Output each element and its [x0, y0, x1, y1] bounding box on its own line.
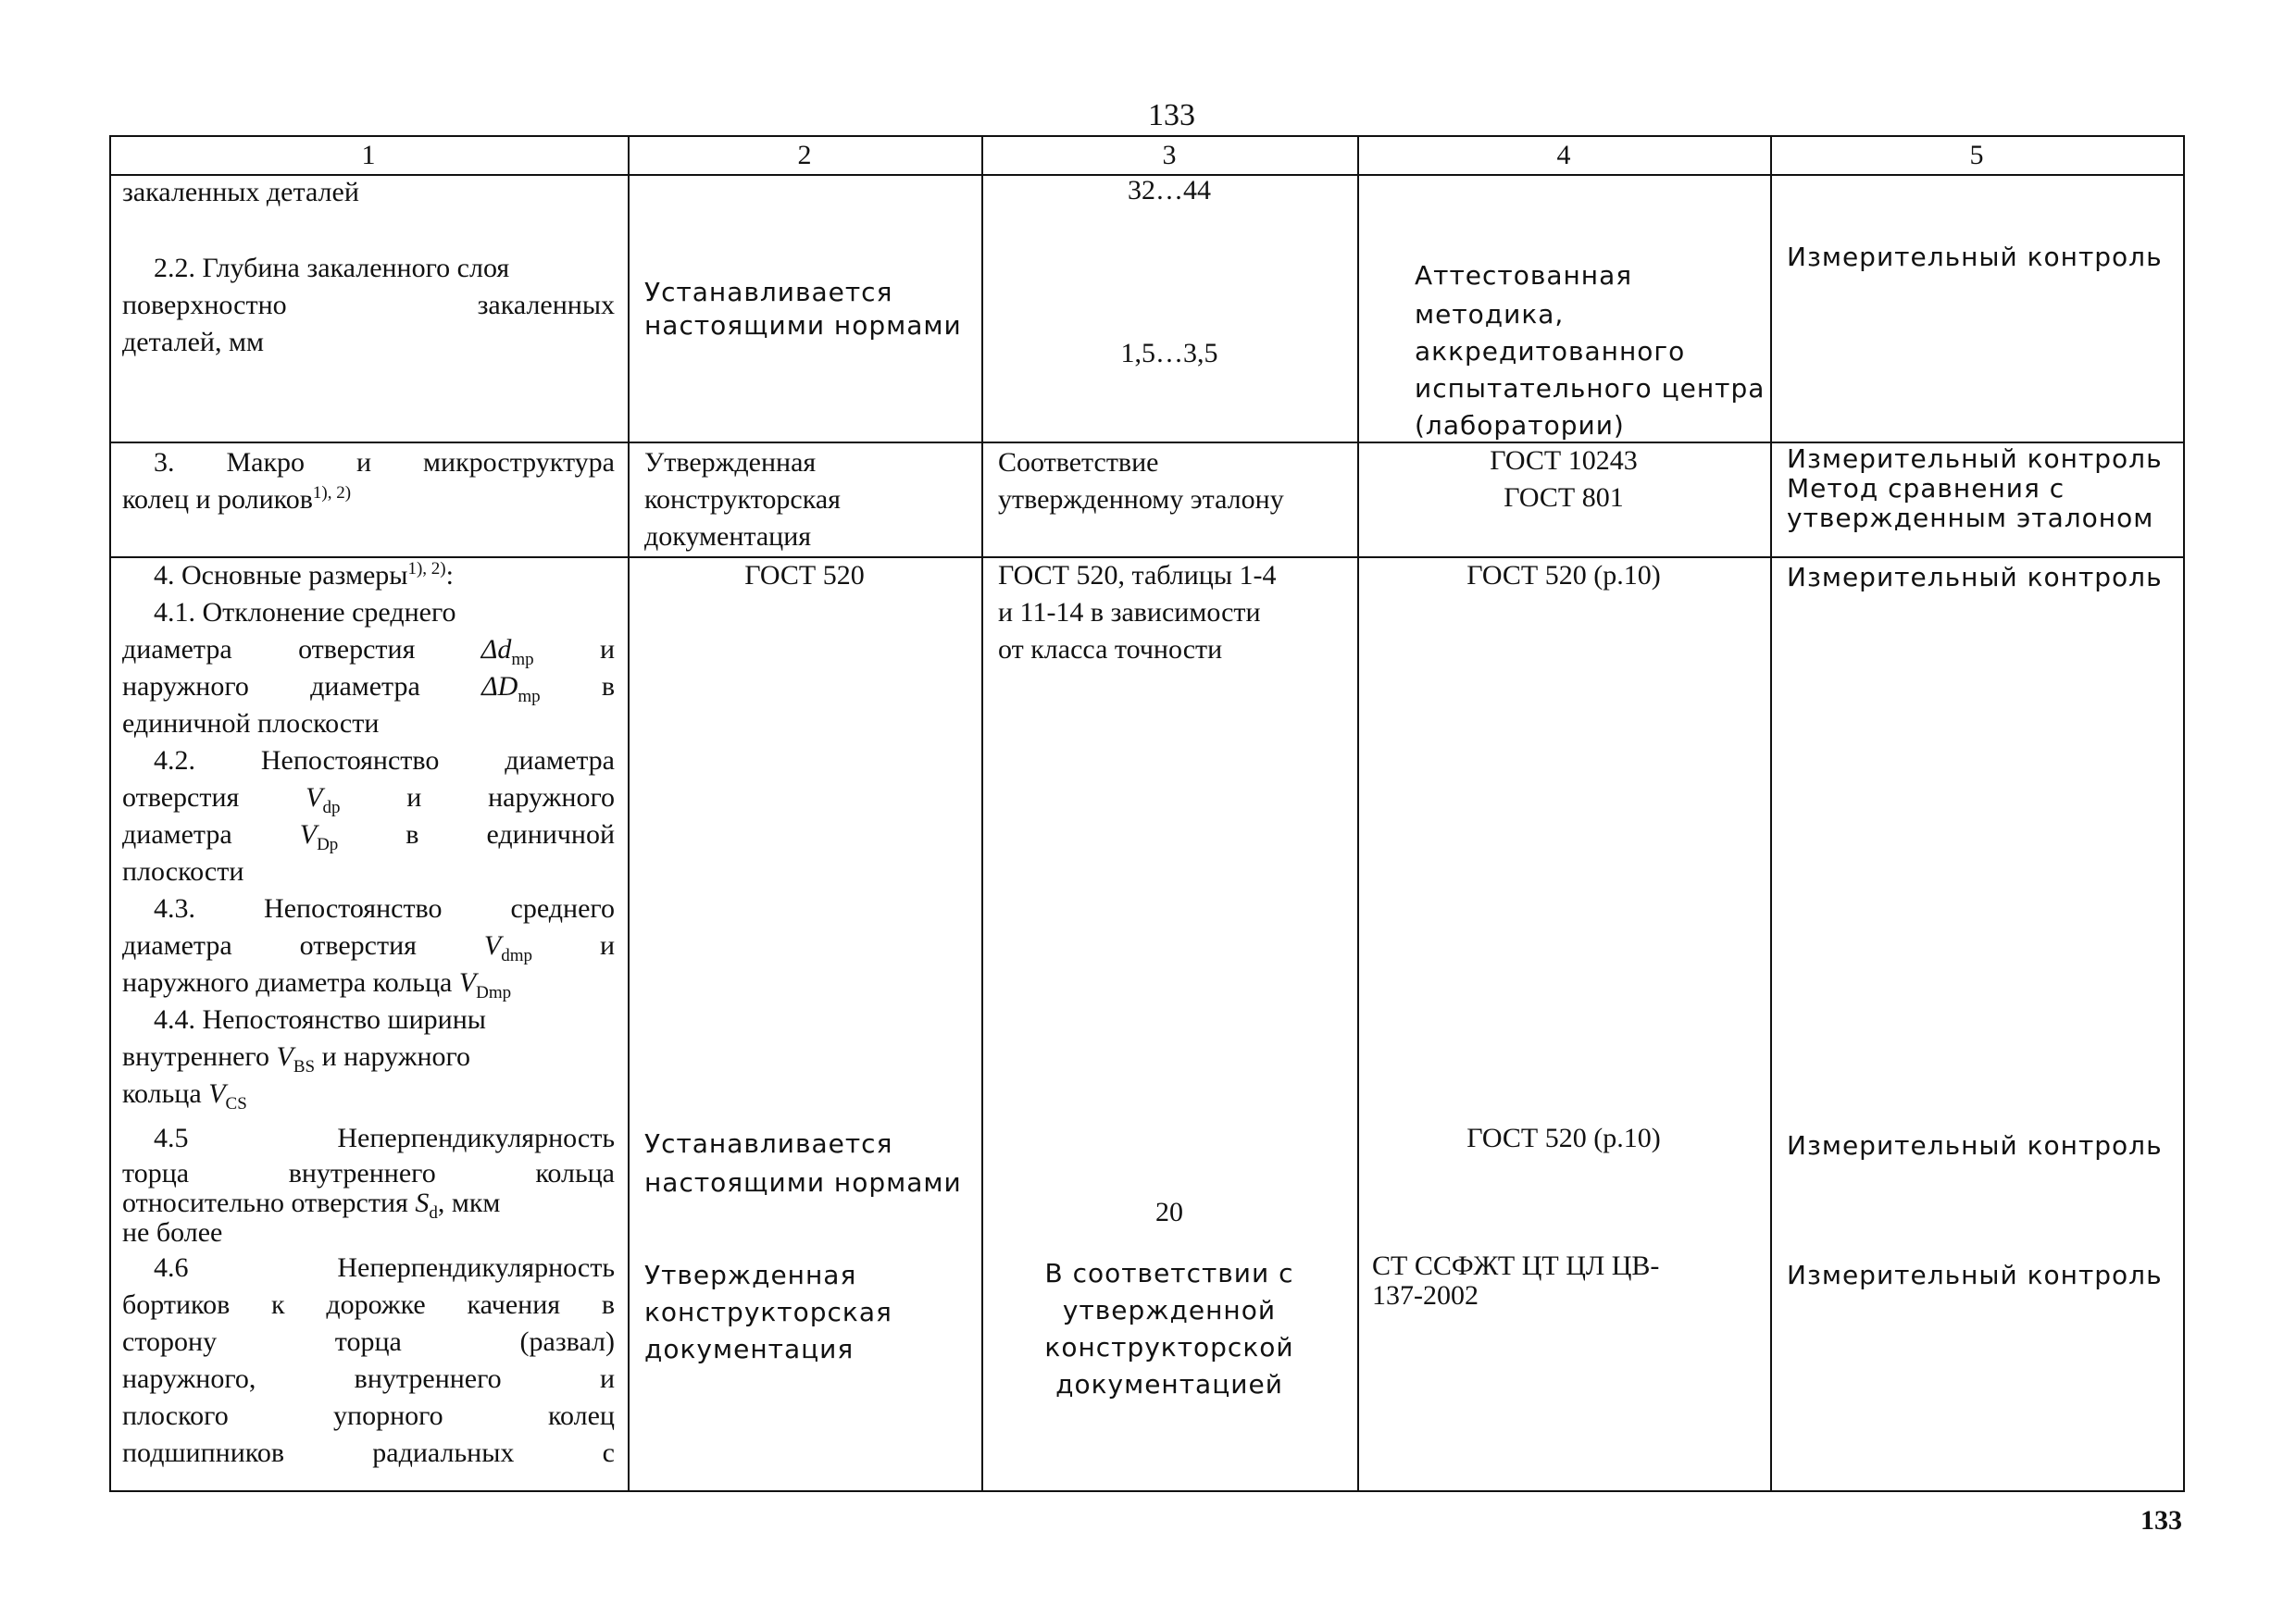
- cell-text: ГОСТ 520: [744, 560, 865, 591]
- math-symbol: [299, 819, 339, 854]
- cell-text: документация: [644, 1334, 855, 1364]
- cell-text: 4. Основные размеры: [154, 560, 408, 591]
- cell-text: настоящими нормами: [644, 1167, 962, 1198]
- cell-text: методика,: [1415, 299, 1565, 330]
- math-symbol: V: [299, 819, 318, 850]
- cell-text: документация: [644, 521, 812, 552]
- cell-text: Измерительный контроль: [1787, 1130, 2163, 1161]
- cell-text: аккредитованного: [1415, 336, 1686, 367]
- cell-text: испытательного центра: [1415, 373, 1766, 404]
- cell-text: Измерительный контроль: [1787, 1260, 2163, 1290]
- cell-text: [122, 816, 615, 853]
- math-subscript: CS: [225, 1094, 247, 1114]
- cell-text: Неперпендикулярность: [337, 1252, 615, 1283]
- cell-text: кольца: [122, 1078, 202, 1109]
- math-subscript: Dp: [317, 835, 339, 854]
- cell-text: отверстия: [122, 782, 240, 813]
- math-symbol: [481, 671, 541, 706]
- cell-text: диаметра отверстия: [122, 930, 417, 961]
- math-subscript: BS: [293, 1057, 316, 1077]
- cell-text: наружного диаметра: [122, 671, 420, 702]
- cell-text: ГОСТ 10243: [1490, 445, 1638, 476]
- column-divider: [1357, 135, 1359, 1490]
- cell-text: Соответствие: [998, 447, 1159, 478]
- cell-text: в единичной: [406, 819, 616, 850]
- cell-text: Метод сравнения с: [1787, 473, 2065, 504]
- cell-text: СТ ССФЖТ ЦТ ЦЛ ЦВ-: [1372, 1251, 1660, 1281]
- page-number-bottom: 133: [2140, 1505, 2182, 1536]
- column-header-5: 5: [1969, 140, 1984, 170]
- cell-text: Утвержденная: [644, 447, 817, 478]
- cell-text: настоящими нормами: [644, 310, 962, 341]
- cell-text: Устанавливается: [644, 277, 893, 307]
- math-subscript: dp: [322, 798, 341, 817]
- cell-text: Измерительный контроль: [1787, 242, 2163, 272]
- cell-text: [122, 1039, 470, 1076]
- cell-text: Неперпендикулярность: [337, 1123, 615, 1153]
- cell-text: и наружного: [321, 1041, 471, 1072]
- cell-text: торца внутреннего кольца: [122, 1158, 615, 1189]
- math-subscript: mp: [511, 650, 534, 669]
- cell-text: [154, 557, 454, 594]
- cell-text: 32…44: [1128, 175, 1211, 205]
- column-header-3: 3: [1162, 140, 1177, 170]
- cell-text: 1,5…3,5: [1120, 338, 1218, 368]
- cell-text: единичной плоскости: [122, 708, 380, 739]
- cell-text: утвержденной: [1062, 1295, 1277, 1326]
- cell-text: [122, 779, 615, 816]
- cell-text: утвержденному эталону: [998, 484, 1284, 515]
- cell-text: диаметра: [122, 819, 232, 850]
- math-symbol: [483, 930, 533, 965]
- math-symbol: V: [458, 967, 477, 998]
- cell-text: ГОСТ 520 (р.10): [1466, 560, 1661, 591]
- math-subscript: d: [429, 1203, 438, 1223]
- cell-text: [122, 1076, 247, 1113]
- cell-text: и: [599, 634, 616, 665]
- math-symbol: V: [306, 782, 323, 813]
- cell-text: документацией: [1055, 1369, 1283, 1400]
- cell-text: 4.3. Непостоянство среднего: [154, 893, 615, 924]
- cell-text: утвержденным эталоном: [1787, 503, 2154, 533]
- cell-text: Измерительный контроль: [1787, 443, 2163, 474]
- cell-text: :: [445, 560, 454, 591]
- math-symbol: S: [415, 1188, 430, 1218]
- cell-text: [122, 927, 615, 965]
- table-border-bottom: [109, 1490, 2185, 1492]
- cell-text: 4.5: [154, 1123, 189, 1153]
- cell-text: (лаборатории): [1415, 410, 1625, 441]
- standards-table: [109, 135, 2185, 1490]
- cell-text: Измерительный контроль: [1787, 562, 2163, 592]
- cell-text: внутреннего: [122, 1041, 269, 1072]
- cell-text: плоскости: [122, 856, 244, 887]
- cell-text: наружного диаметра кольца: [122, 967, 453, 998]
- footnote-ref: 1), 2): [407, 559, 446, 579]
- cell-text: , мкм: [437, 1188, 501, 1218]
- math-symbol: V: [276, 1041, 293, 1072]
- column-divider: [109, 135, 111, 1490]
- cell-text: 4.2. Непостоянство диаметра: [154, 745, 615, 776]
- column-header-1: 1: [361, 140, 376, 170]
- cell-text: бортиков к дорожке качения в: [122, 1289, 615, 1320]
- page-number-top: 133: [1148, 98, 1195, 132]
- footnote-ref: 1), 2): [312, 483, 352, 503]
- cell-text: поверхностно закаленных: [122, 290, 615, 320]
- cell-text: колец и роликов: [122, 484, 313, 515]
- cell-text: ГОСТ 520, таблицы 1-4: [998, 560, 1277, 591]
- cell-text: Устанавливается: [644, 1128, 893, 1159]
- math-symbol: ΔD: [481, 671, 518, 702]
- cell-text: 4.1. Отклонение среднего: [154, 597, 456, 628]
- column-divider: [2183, 135, 2185, 1490]
- cell-text: [122, 668, 615, 705]
- column-header-4: 4: [1556, 140, 1571, 170]
- cell-text: конструкторской: [1044, 1332, 1294, 1363]
- cell-text: [122, 631, 615, 668]
- cell-text: 4.6: [154, 1252, 189, 1283]
- math-subscript: mp: [518, 687, 541, 706]
- cell-text: в: [601, 671, 615, 702]
- math-symbol: [306, 782, 341, 817]
- cell-text: В соответствии с: [1044, 1258, 1294, 1288]
- cell-text: диаметра отверстия: [122, 634, 416, 665]
- cell-text: плоского упорного колец: [122, 1400, 615, 1431]
- cell-text: 137-2002: [1372, 1280, 1479, 1311]
- cell-text: 4.4. Непостоянство ширины: [154, 1004, 486, 1035]
- cell-text: [122, 965, 511, 1002]
- cell-text: наружного, внутреннего и: [122, 1363, 615, 1394]
- cell-text: конструкторская: [644, 1297, 892, 1327]
- cell-text: ГОСТ 520 (р.10): [1466, 1123, 1661, 1153]
- cell-text: конструкторская: [644, 484, 841, 515]
- math-symbol: Δd: [480, 634, 512, 665]
- column-divider: [1770, 135, 1772, 1490]
- math-subscript: dmp: [501, 946, 533, 965]
- cell-text: закаленных деталей: [122, 177, 359, 207]
- cell-text: и: [599, 930, 616, 961]
- cell-text: подшипников радиальных с: [122, 1438, 615, 1468]
- cell-text: не более: [122, 1217, 223, 1248]
- cell-text: относительно отверстия: [122, 1188, 408, 1218]
- column-divider: [628, 135, 630, 1490]
- column-header-2: 2: [797, 140, 812, 170]
- cell-text: ГОСТ 801: [1504, 482, 1624, 513]
- cell-text: сторону торца (развал): [122, 1326, 615, 1357]
- cell-text: Аттестованная: [1415, 260, 1633, 291]
- math-subscript: Dmp: [476, 983, 512, 1002]
- cell-text: 2.2. Глубина закаленного слоя: [154, 253, 510, 283]
- math-symbol: V: [208, 1078, 226, 1109]
- cell-text: Утвержденная: [644, 1260, 857, 1290]
- cell-text: и наружного: [406, 782, 615, 813]
- cell-text: от класса точности: [998, 634, 1223, 665]
- cell-text: деталей, мм: [122, 327, 264, 357]
- cell-text: [122, 481, 351, 518]
- math-symbol: V: [483, 930, 502, 961]
- cell-text: 3. Макро и микроструктура: [154, 447, 615, 478]
- cell-text: 20: [1155, 1197, 1183, 1227]
- cell-text: и 11-14 в зависимости: [998, 597, 1261, 628]
- math-symbol: [480, 634, 534, 669]
- cell-text: [122, 1188, 501, 1223]
